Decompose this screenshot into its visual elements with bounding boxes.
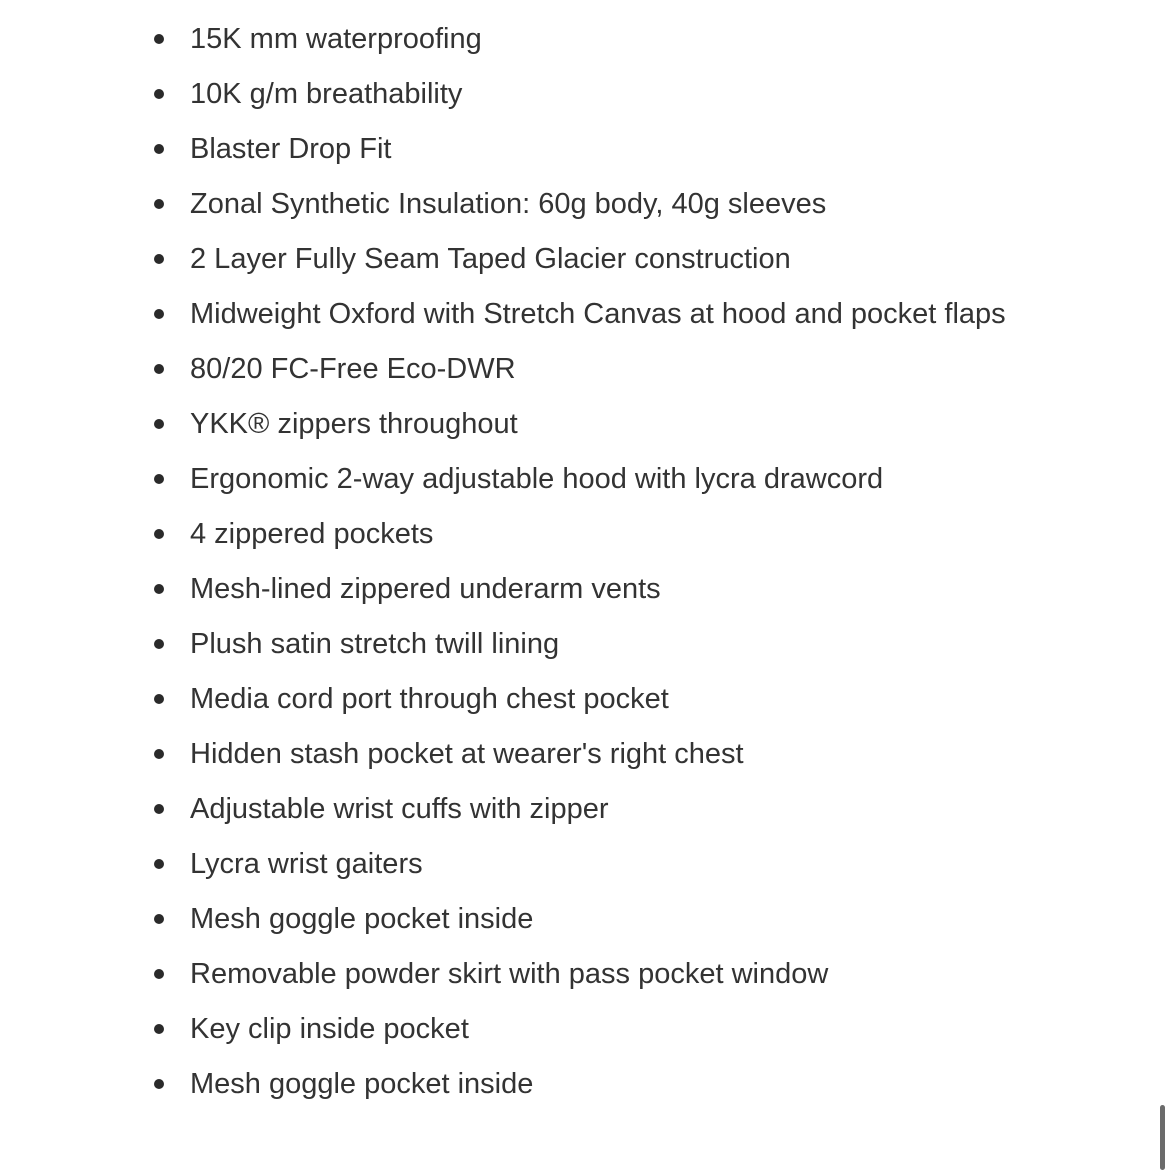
feature-item	[152, 785, 1032, 833]
bullet-icon	[154, 144, 164, 154]
feature-item	[152, 950, 1032, 998]
bullet-icon	[154, 34, 164, 44]
bullet-icon	[154, 89, 164, 99]
feature-text: Ergonomic 2-way adjustable hood with lycra drawcord	[190, 463, 884, 495]
feature-item	[152, 675, 1032, 723]
bullet-icon	[154, 694, 164, 704]
feature-text: Mesh-lined zippered underarm vents	[190, 573, 661, 605]
feature-text: Removable powder skirt with pass pocket window	[190, 958, 829, 990]
feature-text: Plush satin stretch twill lining	[190, 628, 560, 660]
bullet-icon	[154, 474, 164, 484]
bullet-icon	[154, 529, 164, 539]
feature-item	[152, 1060, 1032, 1108]
bullet-icon	[154, 364, 164, 374]
feature-item	[152, 345, 1032, 393]
feature-item	[152, 15, 1032, 63]
bullet-icon	[154, 254, 164, 264]
scroll-indicator[interactable]	[1160, 1105, 1165, 1170]
bullet-icon	[154, 914, 164, 924]
bullet-icon	[154, 639, 164, 649]
bullet-icon	[154, 969, 164, 979]
feature-item	[152, 565, 1032, 613]
feature-item	[152, 510, 1032, 558]
feature-text: Blaster Drop Fit	[190, 133, 392, 165]
feature-item	[152, 730, 1032, 778]
bullet-icon	[154, 584, 164, 594]
bullet-icon	[154, 1024, 164, 1034]
bullet-icon	[154, 804, 164, 814]
feature-text: 15K mm waterproofing	[190, 23, 482, 55]
feature-text: Zonal Synthetic Insulation: 60g body, 40g sleeves	[190, 188, 827, 220]
bullet-icon	[154, 199, 164, 209]
feature-text: Mesh goggle pocket inside	[190, 1068, 534, 1100]
feature-text: 2 Layer Fully Seam Taped Glacier construction	[190, 243, 791, 275]
feature-text: 10K g/m breathability	[190, 78, 463, 110]
bullet-icon	[154, 309, 164, 319]
bullet-icon	[154, 1079, 164, 1089]
feature-text: Adjustable wrist cuffs with zipper	[190, 793, 609, 825]
feature-text: Hidden stash pocket at wearer's right chest	[190, 738, 744, 770]
feature-item	[152, 125, 1032, 173]
feature-item	[152, 840, 1032, 888]
feature-text: Media cord port through chest pocket	[190, 683, 669, 715]
feature-text: 80/20 FC-Free Eco-DWR	[190, 353, 516, 385]
feature-item	[152, 235, 1032, 283]
feature-item	[152, 180, 1032, 228]
feature-text: Mesh goggle pocket inside	[190, 903, 534, 935]
feature-text: Lycra wrist gaiters	[190, 848, 423, 880]
bullet-icon	[154, 749, 164, 759]
bullet-icon	[154, 859, 164, 869]
feature-text: 4 zippered pockets	[190, 518, 434, 550]
bullet-icon	[154, 419, 164, 429]
feature-item	[152, 455, 1032, 503]
feature-item	[152, 290, 1032, 338]
feature-text: Midweight Oxford with Stretch Canvas at hood and pocket flaps	[190, 298, 1006, 330]
feature-item	[152, 400, 1032, 448]
feature-text: YKK® zippers throughout	[190, 408, 518, 440]
feature-item	[152, 620, 1032, 668]
feature-item	[152, 70, 1032, 118]
feature-text: Key clip inside pocket	[190, 1013, 469, 1045]
feature-item	[152, 1005, 1032, 1053]
feature-list	[152, 15, 1032, 1115]
feature-item	[152, 895, 1032, 943]
